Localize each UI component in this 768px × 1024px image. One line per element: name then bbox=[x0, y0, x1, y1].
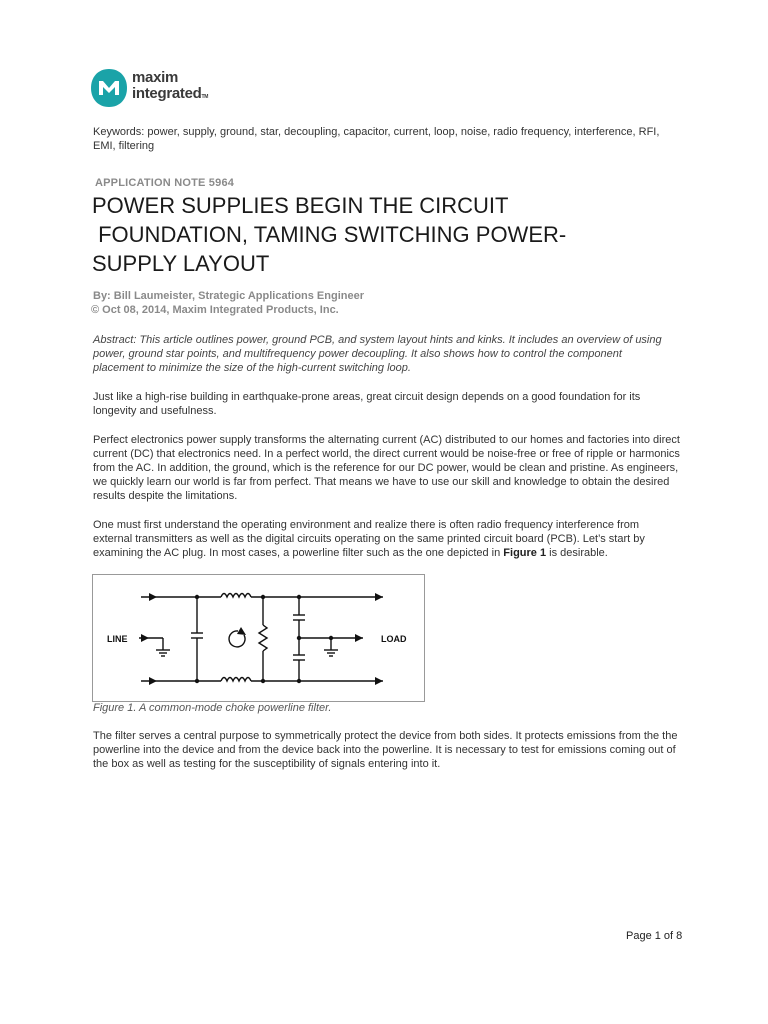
logo-text bbox=[132, 70, 208, 105]
page-title bbox=[92, 191, 652, 278]
maxim-logo bbox=[90, 68, 230, 112]
line-label: LINE bbox=[107, 634, 128, 644]
figure-1-reference: Figure 1 bbox=[503, 547, 547, 559]
figure-caption: Figure 1. A common-mode choke powerline filter. bbox=[93, 702, 332, 714]
figure-1-schematic bbox=[92, 574, 425, 702]
paragraph-1: Just like a high-rise building in earthquake-prone areas, great circuit design depends on a good foundation for its longevity and usefulness. bbox=[93, 391, 641, 417]
title-line-2: FOUNDATION, TAMING SWITCHING POWER- bbox=[92, 222, 567, 247]
title-line-3: SUPPLY LAYOUT bbox=[92, 251, 270, 276]
page-number: Page 1 of 8 bbox=[626, 930, 683, 942]
logo-line-2: integratedTM bbox=[132, 85, 209, 102]
logo-line-1: maxim bbox=[132, 69, 179, 86]
byline bbox=[93, 289, 364, 317]
maxim-logo-icon bbox=[90, 68, 128, 108]
powerline-filter-diagram bbox=[93, 575, 424, 701]
logo-tm: TM bbox=[201, 94, 209, 100]
load-label: LOAD bbox=[381, 634, 407, 644]
abstract: Abstract: This article outlines power, ground PCB, and system layout hints and kinks. It includes an overview of using power, ground star points, and multifrequency power decoupling. It also shows how to control the component placement to minimize the size of the high-current switching loop. bbox=[93, 334, 662, 374]
keywords: Keywords: power, supply, ground, star, decoupling, capacitor, current, loop, noise, radio frequency, interference, RFI, EMI, filtering bbox=[93, 126, 660, 152]
paragraph-2: Perfect electronics power supply transforms the alternating current (AC) distributed to our homes and factories into direct current (DC) that electronics need. In a perfect world, the direct current would be noise-free or free of ripple or harmonics from the AC. In addition, the ground, which is the reference for our DC power, would be clean and pristine. As engineers, we quickly learn our world is far from perfect. That means we have to use our skill and knowledge to obtain the desired results despite the limitations. bbox=[93, 434, 680, 502]
title-line-1: POWER SUPPLIES BEGIN THE CIRCUIT bbox=[92, 193, 509, 218]
copyright-line: © Oct 08, 2014, Maxim Integrated Products, Inc. bbox=[91, 304, 339, 316]
paragraph-3-text-a: One must first understand the operating environment and realize there is often radio frequency interference from external transmitters as well as the digital circuits operating on the same printed circuit board (PCB). Let’s start by examining the AC plug. In most cases, a powerline filter such as the one depicted in bbox=[93, 519, 645, 559]
paragraph-4: The filter serves a central purpose to symmetrically protect the device from both sides. It protects emissions from the the powerline into the device and from the device back into the powerline. It is necessary to test for emissions coming out of the box as well as testing for the susceptibility of signals entering into it. bbox=[93, 730, 678, 770]
author-line: By: Bill Laumeister, Strategic Applications Engineer bbox=[93, 290, 364, 302]
paragraph-3 bbox=[93, 518, 673, 560]
application-note-number: APPLICATION NOTE 5964 bbox=[95, 177, 235, 189]
paragraph-3-text-b: is desirable. bbox=[546, 547, 608, 559]
